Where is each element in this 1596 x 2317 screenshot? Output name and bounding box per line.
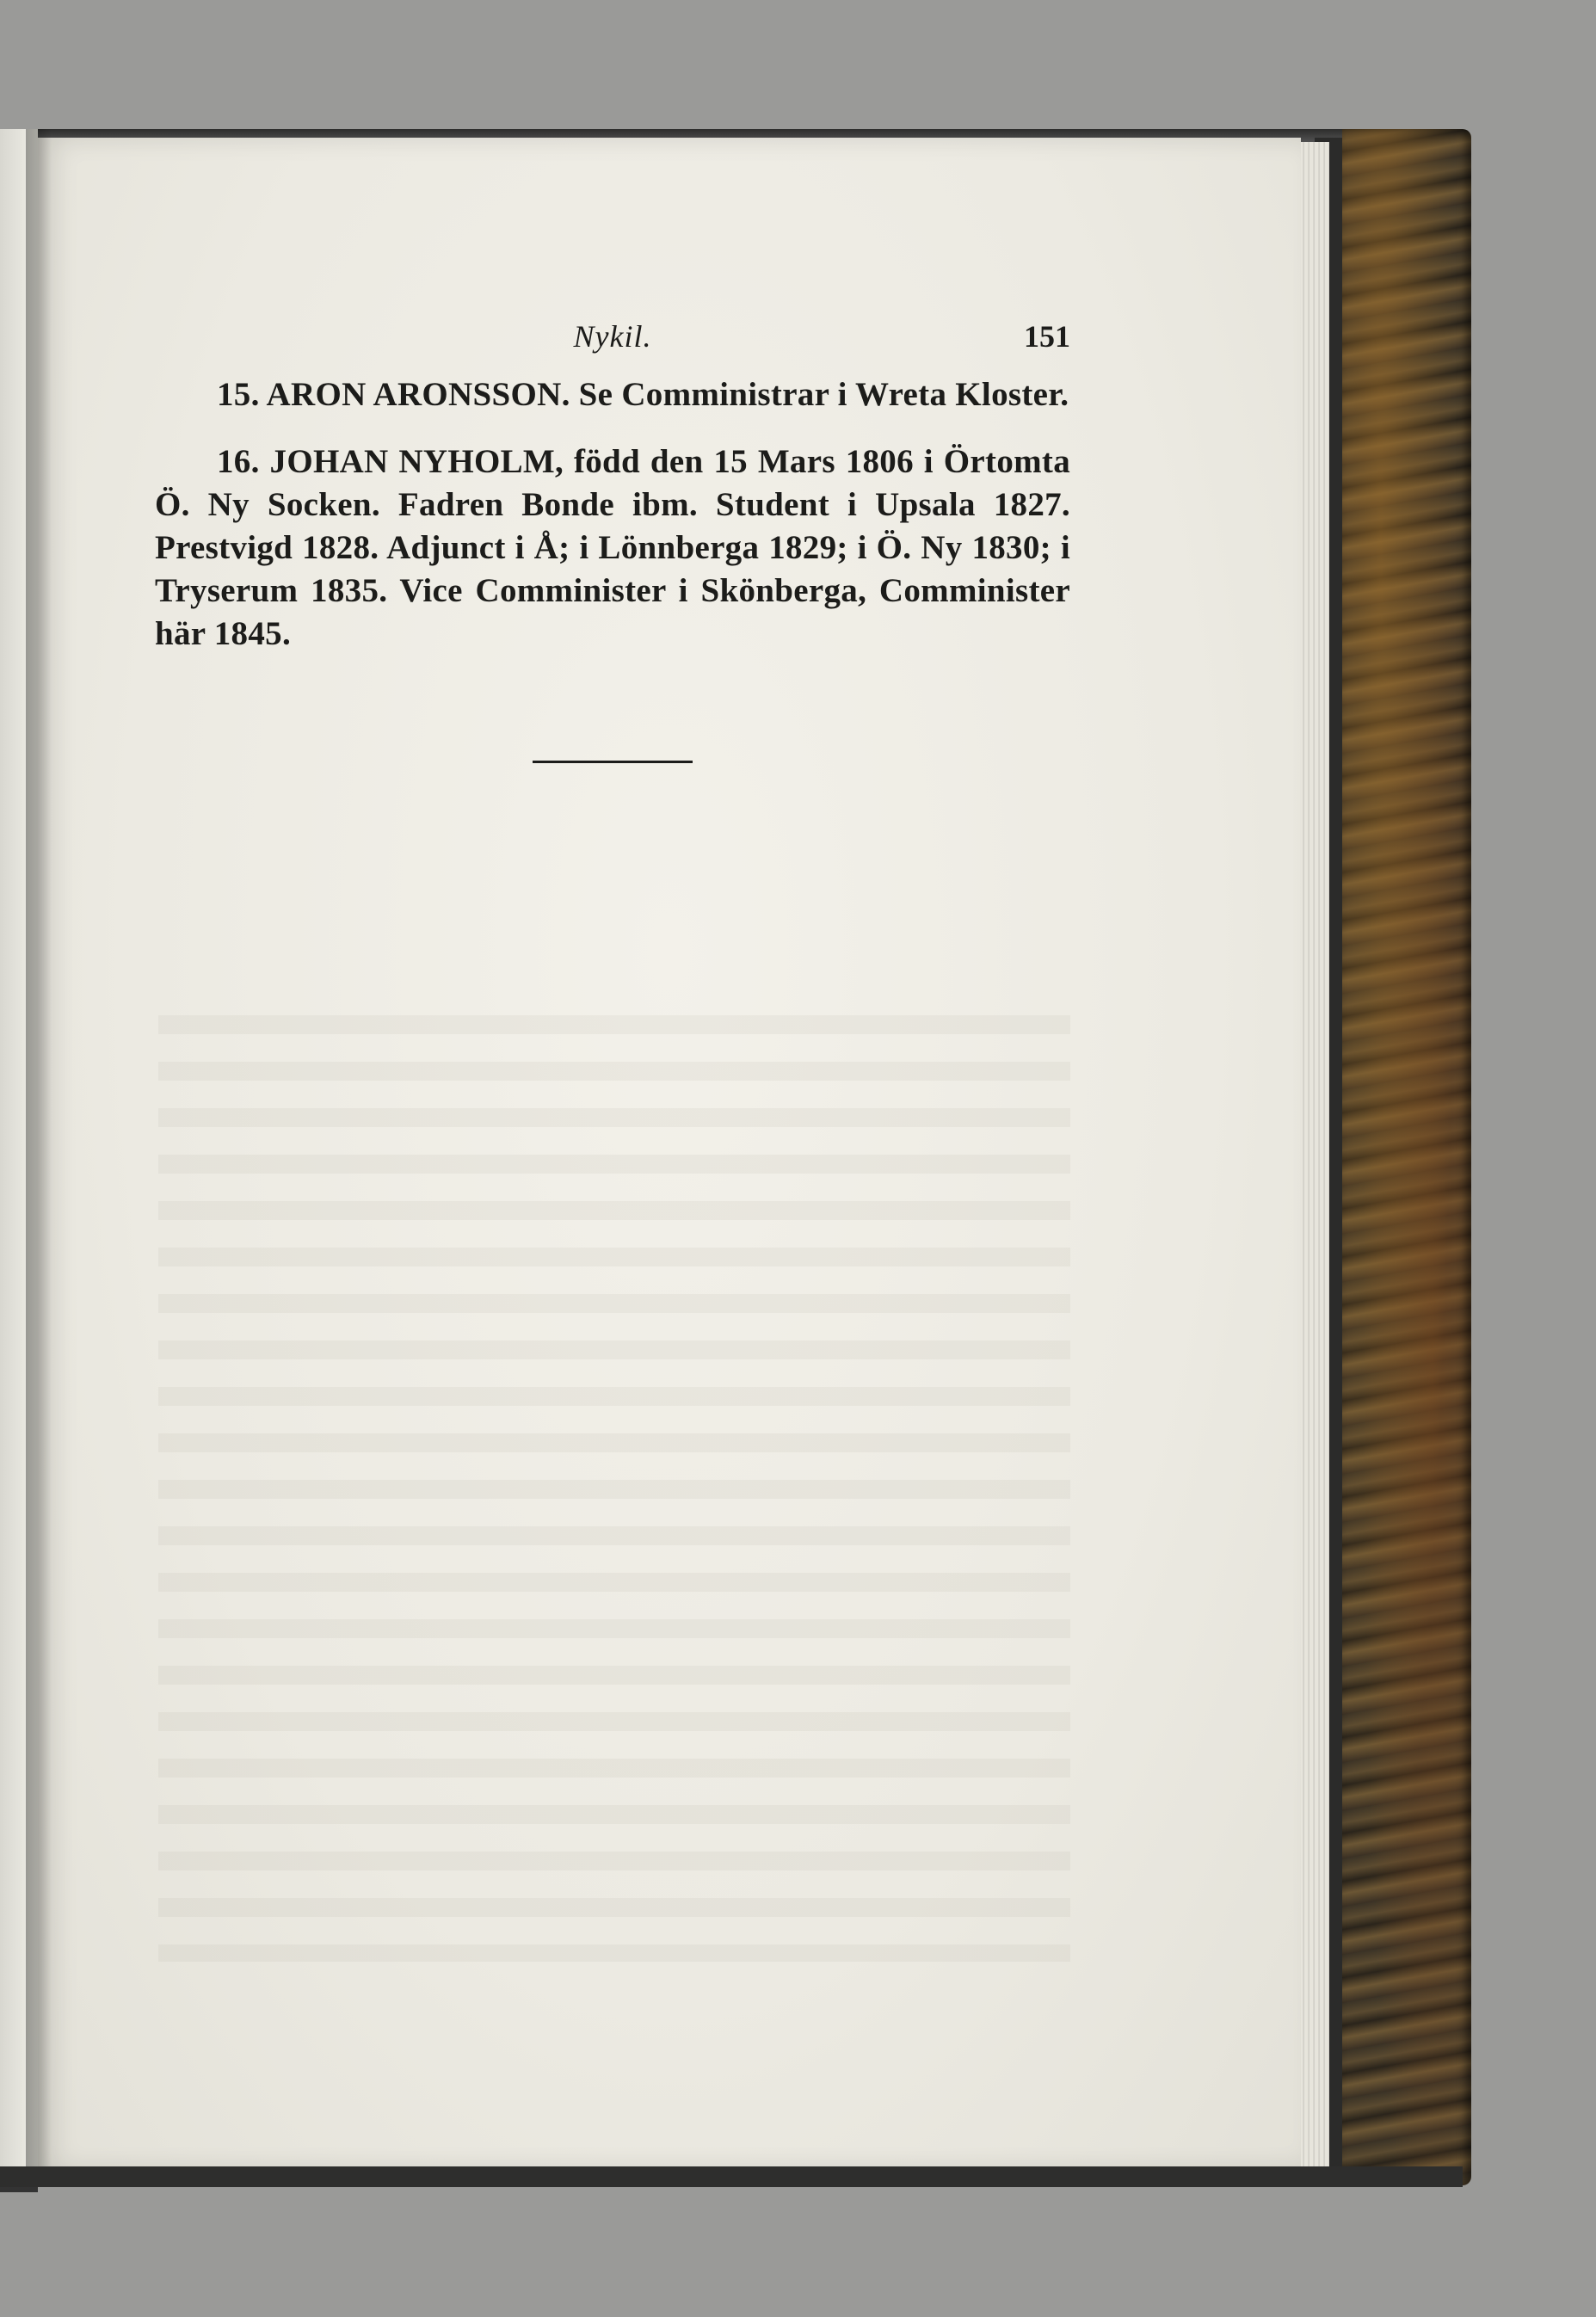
entry-15: 15. ARON ARONSSON. Se Comministrar i Wreta Kloster. [217,376,1069,413]
page-text-block [155,318,1070,763]
book-page [38,138,1301,2170]
show-through-text [158,1015,1070,1962]
entry-16: 16. JOHAN NYHOLM, född den 15 Mars 1806 i Örtomta Ö. Ny Socken. Fadren Bonde ibm. Student i Upsala 1827. Prestvigd 1828. Adjunct i Å; i Lönnberga 1829; i Ö. Ny 1830; i Tryserum 1835. Vice Comminister i Skönberga, Comminister här 1845. [155,443,1070,652]
page-header [155,318,1070,373]
running-head: Nykil. [573,319,652,354]
section-divider-rule [533,761,693,763]
page-number: 151 [1024,319,1070,354]
gutter-shadow [26,129,52,2185]
marbled-cover [1342,129,1471,2185]
binding-bottom-edge [0,2166,1463,2187]
